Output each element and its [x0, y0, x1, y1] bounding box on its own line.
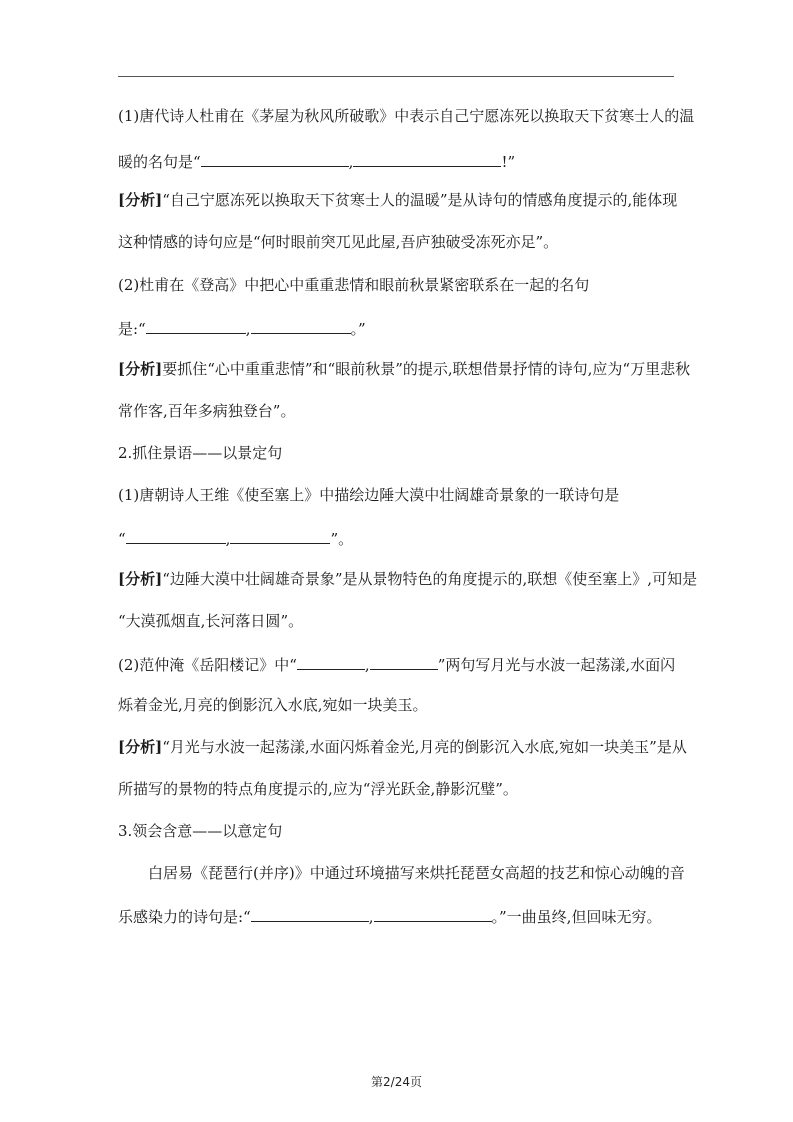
q1-2-line1: (2)杜甫在《登高》中把心中重重悲情和眼前秋景紧密联系在一起的名句 — [118, 276, 590, 294]
answer-blank[interactable] — [230, 527, 330, 544]
analysis-2-2-line1: [分析]“月光与水波一起荡漾,水面闪烁着金光,月亮的倒影沉入水底,宛如一块美玉”是从 — [118, 738, 687, 756]
answer-blank[interactable] — [201, 150, 349, 167]
answer-blank[interactable] — [374, 905, 492, 922]
analysis-1-2-line2: 常作客,百年多病独登台”。 — [118, 402, 296, 420]
analysis-tag: [分析] — [118, 738, 163, 756]
answer-blank[interactable] — [370, 653, 438, 670]
header-rule — [118, 76, 674, 77]
q1-1-line1: (1)唐代诗人杜甫在《茅屋为秋风所破歌》中表示自己宁愿冻死以换取天下贫寒士人的温 — [118, 107, 695, 125]
q1-2-line2: 是:“ , 。” — [118, 317, 366, 339]
answer-blank[interactable] — [353, 150, 501, 167]
analysis-1-1-line1: [分析]“自己宁愿冻死以换取天下贫寒士人的温暖”是从诗句的情感角度提示的,能体现 — [118, 191, 678, 209]
analysis-2-1-line1: [分析]“边陲大漠中壮阔雄奇景象”是从景物特色的角度提示的,联想《使至塞上》,可知是 — [118, 570, 698, 588]
analysis-2-2-line2: 所描写的景物的特点角度提示的,应为“浮光跃金,静影沉璧”。 — [118, 780, 518, 798]
q1-1-line2: 暖的名句是“ , !” — [118, 150, 515, 172]
answer-blank[interactable] — [126, 527, 226, 544]
analysis-2-1-line2: “大漠孤烟直,长河落日圆”。 — [118, 612, 304, 630]
answer-blank[interactable] — [297, 653, 365, 670]
answer-blank[interactable] — [146, 317, 246, 334]
q2-2-line2: 烁着金光,月亮的倒影沉入水底,宛如一块美玉。 — [118, 696, 428, 714]
analysis-tag: [分析] — [118, 360, 163, 378]
section-2-heading: 2.抓住景语——以景定句 — [118, 444, 283, 462]
analysis-tag: [分析] — [118, 570, 163, 588]
analysis-tag: [分析] — [118, 191, 163, 209]
q3-line1: 白居易《琵琶行(并序)》中通过环境描写来烘托琵琶女高超的技艺和惊心动魄的音 — [148, 864, 685, 882]
section-3-heading: 3.领会含意——以意定句 — [118, 822, 283, 840]
q2-2-line1: (2)范仲淹《岳阳楼记》中“ , ”两句写月光与水波一起荡漾,水面闪 — [118, 653, 675, 675]
answer-blank[interactable] — [251, 317, 351, 334]
q3-line2: 乐感染力的诗句是:“ , 。”一曲虽终,但回味无穷。 — [118, 905, 661, 927]
analysis-1-1-line2: 这种情感的诗句应是“何时眼前突兀见此屋,吾庐独破受冻死亦足”。 — [118, 233, 559, 251]
answer-blank[interactable] — [251, 905, 369, 922]
q2-1-line1: (1)唐朝诗人王维《使至塞上》中描绘边陲大漠中壮阔雄奇景象的一联诗句是 — [118, 486, 620, 504]
analysis-1-2-line1: [分析]要抓住“心中重重悲情”和“眼前秋景”的提示,联想借景抒情的诗句,应为“万里悲秋 — [118, 360, 691, 378]
q2-1-line2: “ , ”。 — [118, 527, 353, 549]
page-number: 第2/24页 — [371, 1075, 422, 1089]
